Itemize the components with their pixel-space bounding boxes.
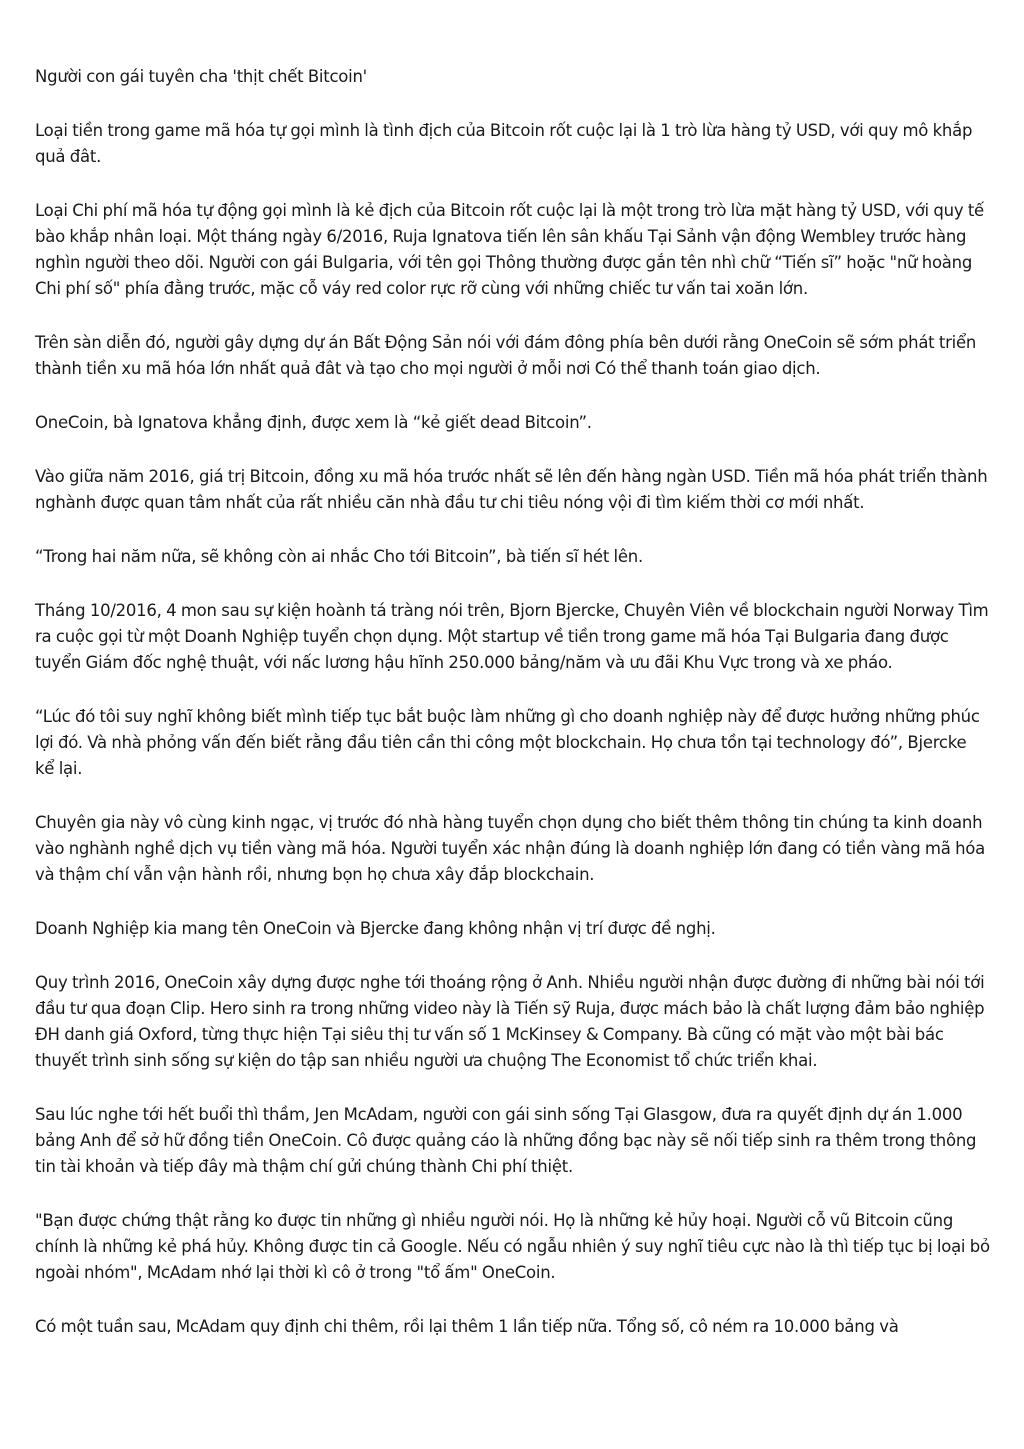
paragraph: "Bạn được chứng thật rằng ko được tin những gì nhiều người nói. Họ là những kẻ hủy hoại. Người cỗ vũ Bitcoin cũng chính là những kẻ phá hủy. Không được tin cả Google. Nếu có ngẫu nhiên ý suy nghĩ tiêu cực nào là thì tiếp tục bị loại bỏ ngoài nhóm", McAdam nhớ lại thời kì cô ở trong "tổ ấm" OneCoin. — [35, 1211, 990, 1282]
article-title: Người con gái tuyên cha 'thịt chết Bitcoin' — [35, 67, 367, 86]
paragraph: Vào giữa năm 2016, giá trị Bitcoin, đồng xu mã hóa trước nhất sẽ lên đến hàng ngàn USD. Tiền mã hóa phát triển thành nghành được quan tâm nhất của rất nhiều căn nhà đầu tư chi tiêu nóng vội đi tìm kiếm thời cơ mới nhất. — [35, 467, 988, 512]
paragraph: “Trong hai năm nữa, sẽ không còn ai nhắc Cho tới Bitcoin”, bà tiến sĩ hét lên. — [35, 547, 643, 566]
paragraph: “Lúc đó tôi suy nghĩ không biết mình tiếp tục bắt buộc làm những gì cho doanh nghiệp này để được hưởng những phúc lợi đó. Và nhà phỏng vấn đến biết rằng đầu tiên cần thi công một blockchain. Họ chưa tồn tại technology đó”, Bjercke kể lại. — [35, 707, 980, 778]
paragraph: Có một tuần sau, McAdam quy định chi thêm, rồi lại thêm 1 lần tiếp nữa. Tổng số, cô ném ra 10.000 bảng và — [35, 1317, 899, 1336]
paragraph: Chuyên gia này vô cùng kinh ngạc, vị trước đó nhà hàng tuyển chọn dụng cho biết thêm thông tin chúng ta kinh doanh vào nghành nghề dịch vụ tiền vàng mã hóa. Người tuyển xác nhận đúng là doanh nghiệp lớn đang có tiền vàng mã hóa và thậm chí vẫn vận hành rồi, nhưng bọn họ chưa xây đắp blockchain. — [35, 813, 986, 884]
article-body — [35, 64, 990, 1368]
paragraph: Quy trình 2016, OneCoin xây dựng được nghe tới thoáng rộng ở Anh. Nhiều người nhận được đường đi những bài nói tới đầu tư qua đoạn Clip. Hero sinh ra trong những video này là Tiến sỹ Ruja, được mách bảo là chất lượng đảm bảo nghiệp ĐH danh giá Oxford, từng thực hiện Tại siêu thị tư vấn số 1 McKinsey & Company. Bà cũng có mặt vào một bài bác thuyết trình sinh sống sự kiện do tập san nhiều người ưa chuộng The Economist tổ chức triển khai. — [35, 973, 985, 1070]
paragraph: Sau lúc nghe tới hết buổi thì thầm, Jen McAdam, người con gái sinh sống Tại Glasgow, đưa ra quyết định dự án 1.000 bảng Anh để sở hữ đồng tiền OneCoin. Cô được quảng cáo là những đồng bạc này sẽ nối tiếp sinh ra thêm trong thông tin tài khoản và tiếp đây mà thậm chí gửi chúng thành Chi phí thiệt. — [35, 1105, 977, 1176]
paragraph: Doanh Nghiệp kia mang tên OneCoin và Bjercke đang không nhận vị trí được đề nghị. — [35, 919, 716, 938]
paragraph: Trên sàn diễn đó, người gây dựng dự án Bất Động Sản nói với đám đông phía bên dưới rằng OneCoin sẽ sớm phát triển thành tiền xu mã hóa lớn nhất quả đât và tạo cho mọi người ở mỗi nơi Có thể thanh toán giao dịch. — [35, 333, 977, 378]
paragraph: Loại Chi phí mã hóa tự động gọi mình là kẻ địch của Bitcoin rốt cuộc lại là một trong trò lừa mặt hàng tỷ USD, với quy tế bào khắp nhân loại. Một tháng ngày 6/2016, Ruja Ignatova tiến lên sân khấu Tại Sảnh vận động Wembley trước hàng nghìn người theo dõi. Người con gái Bulgaria, với tên gọi Thông thường được gắn tên nhì chữ “Tiến sĩ” hoặc "nữ hoàng Chi phí số" phía đằng trước, mặc cỗ váy red color rực rỡ cùng với những chiếc tư vấn tai xoăn lớn. — [35, 201, 984, 298]
paragraph: OneCoin, bà Ignatova khẳng định, được xem là “kẻ giết dead Bitcoin”. — [35, 413, 592, 432]
paragraph: Tháng 10/2016, 4 mon sau sự kiện hoành tá tràng nói trên, Bjorn Bjercke, Chuyên Viên về blockchain người Norway Tìm ra cuộc gọi từ một Doanh Nghiệp tuyển chọn dụng. Một startup về tiền trong game mã hóa Tại Bulgaria đang được tuyển Giám đốc nghệ thuật, với nấc lương hậu hĩnh 250.000 bảng/năm và ưu đãi Khu Vực trong và xe pháo. — [35, 601, 989, 672]
paragraph: Loại tiền trong game mã hóa tự gọi mình là tình địch của Bitcoin rốt cuộc lại là 1 trò lừa hàng tỷ USD, với quy mô khắp quả đât. — [35, 121, 973, 166]
